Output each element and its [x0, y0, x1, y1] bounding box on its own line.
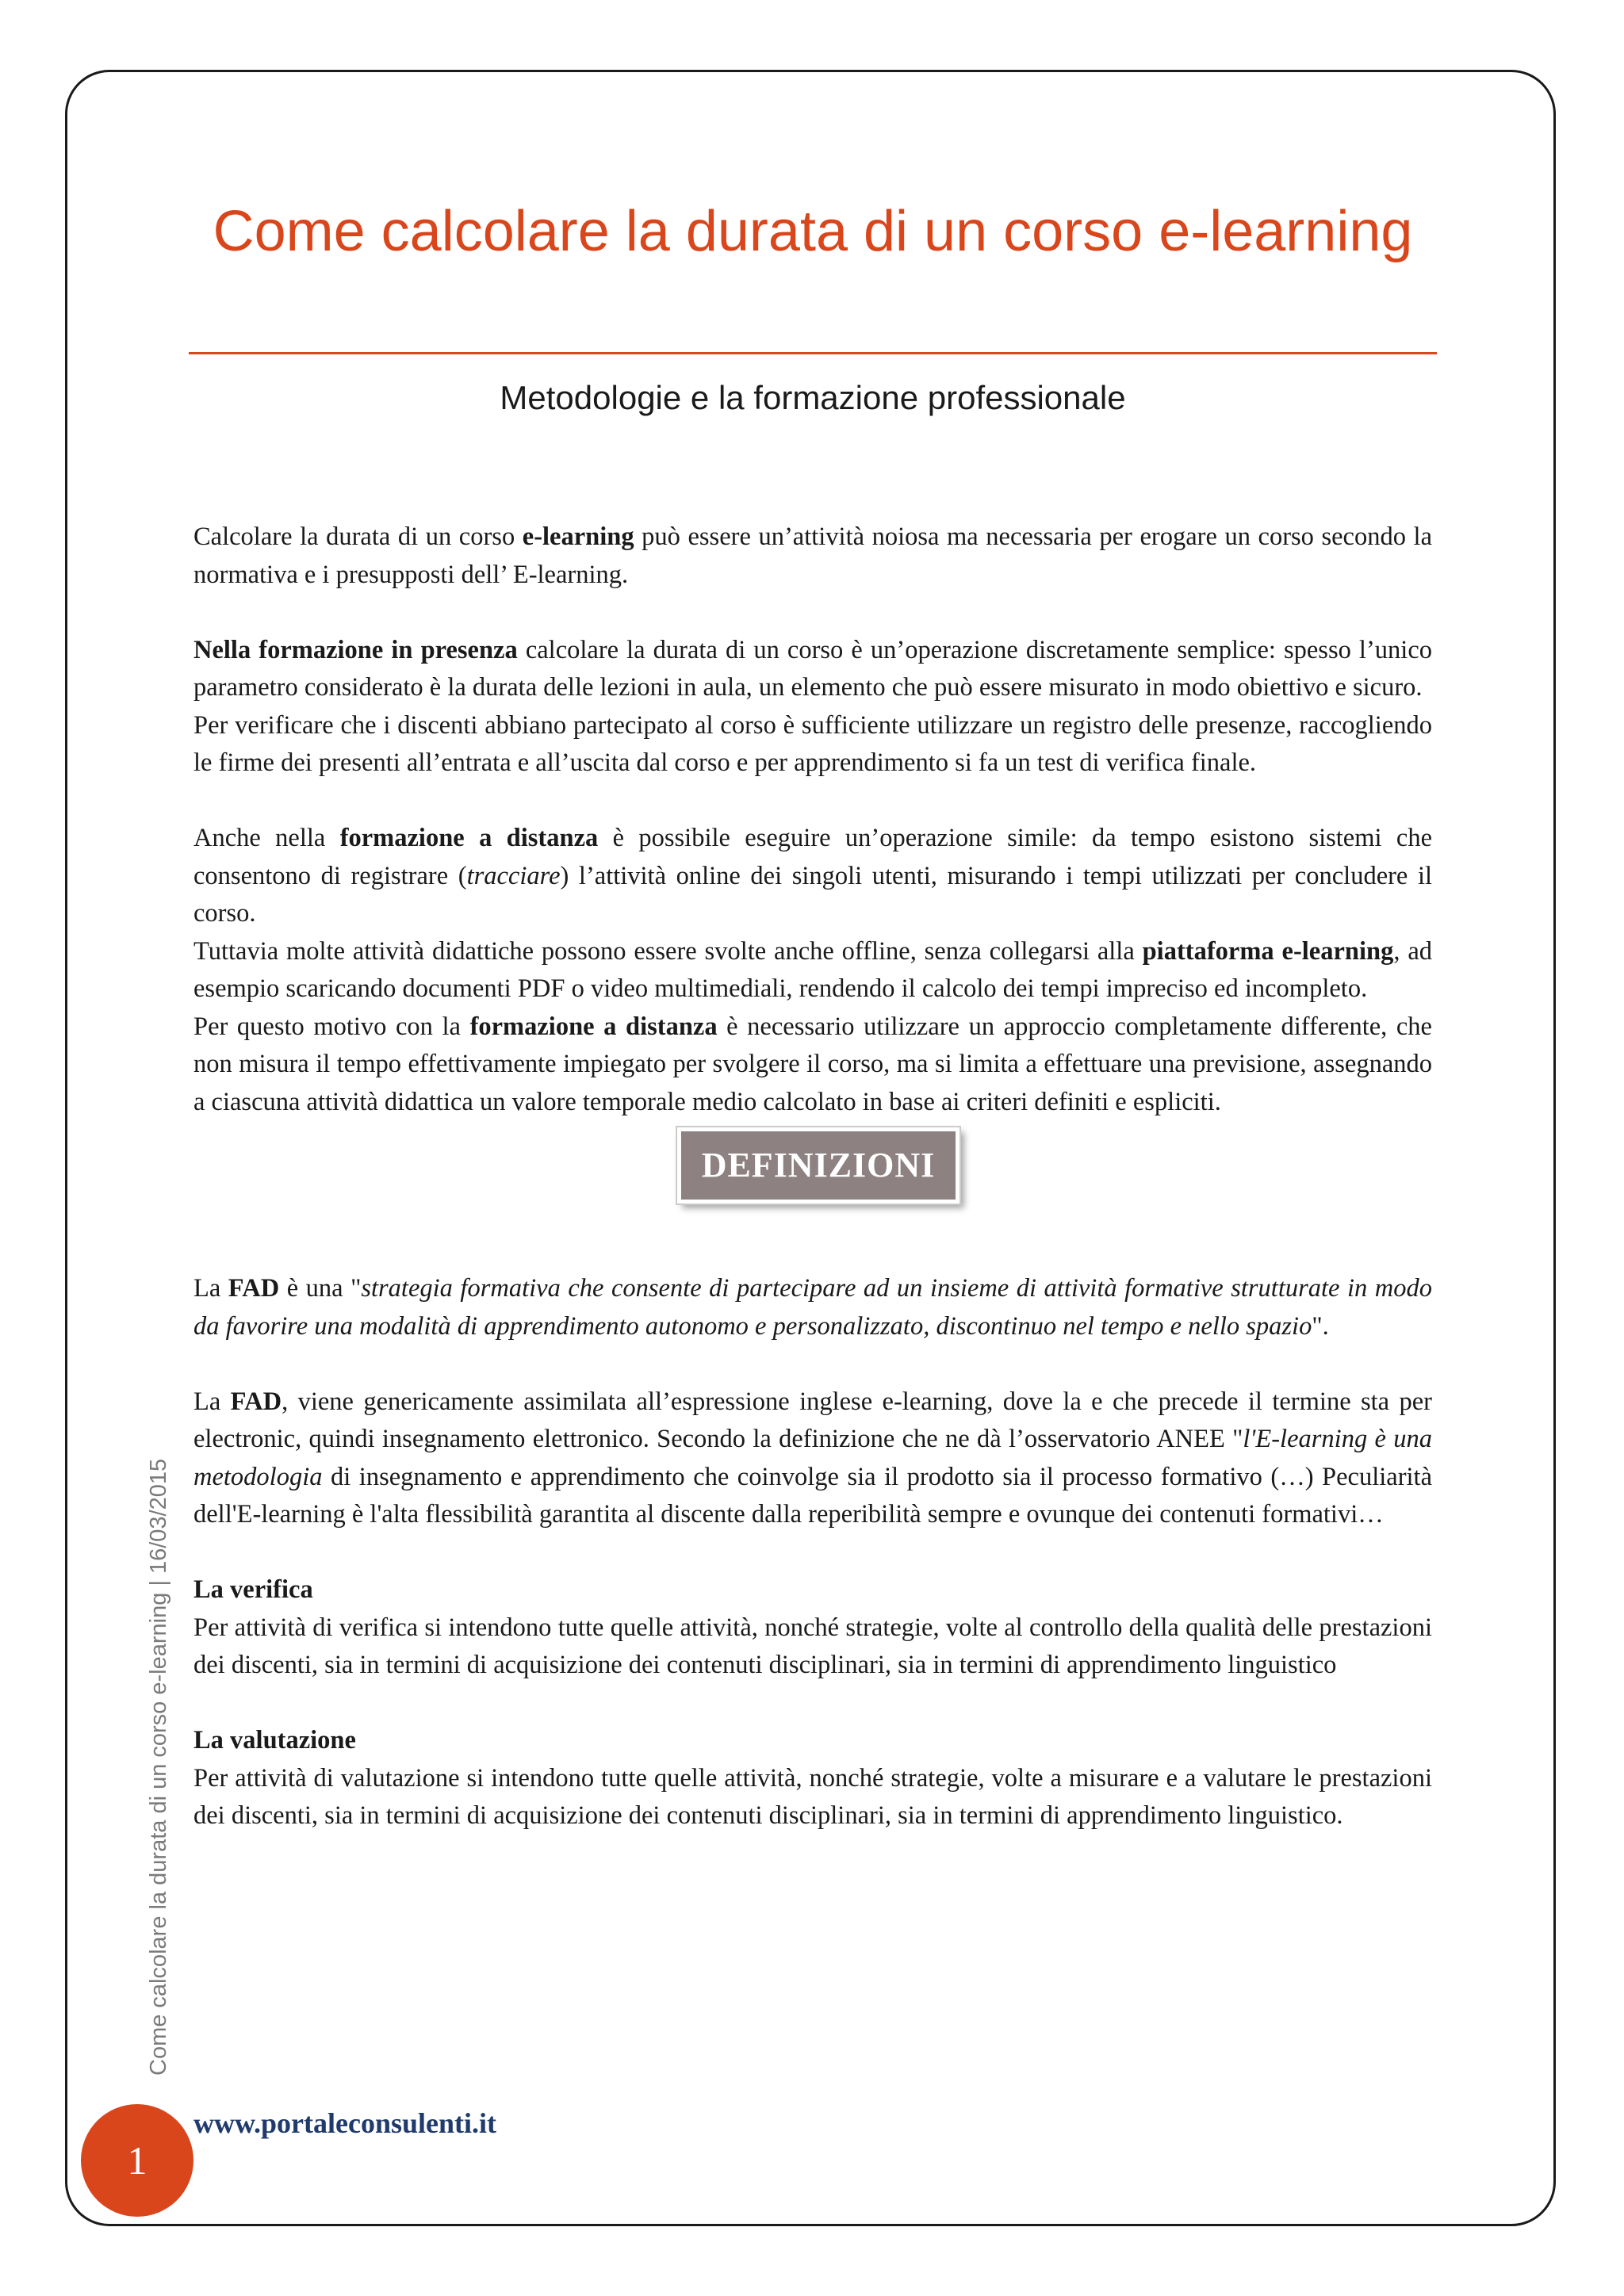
page-number: 1 — [127, 2138, 147, 2183]
paragraph-presenza — [193, 632, 1432, 707]
text-run: ) l’attività online dei singoli utenti, misurando i tempi utilizzati per concludere il corso. — [193, 861, 1432, 928]
paragraph-distanza — [193, 820, 1432, 933]
bold-run: formazione a distanza — [339, 824, 599, 852]
text-run: ". — [1312, 1311, 1329, 1341]
bold-run: La verifica — [193, 1575, 313, 1604]
vertical-running-footer: Come calcolare la durata di un corso e-learning | 16/03/2015 — [146, 1458, 171, 2076]
paragraph-registro: Per verificare che i discenti abbiano partecipato al corso è sufficiente utilizzare un registro delle presenze, raccogliendo le firme dei presenti all’entrata e all’uscita dal corso e per apprendimento si fa un test di verifica finale. — [193, 710, 1432, 777]
paragraph-approccio — [193, 1008, 1432, 1122]
text-run: calcolare la durata di un corso è un’operazione discretamente semplice: spesso l’unico parametro considerato è la durata delle lezioni in aula, un elemento che può essere misurato in modo obiettivo e sicuro. — [193, 635, 1432, 702]
italic-run: tracciare — [466, 861, 561, 890]
heading-verifica — [193, 1571, 1432, 1609]
bold-run: FAD — [230, 1387, 282, 1416]
bold-run: Nella formazione in presenza — [193, 635, 518, 664]
text-run: è una " — [279, 1274, 362, 1303]
document-body — [193, 519, 1432, 1835]
text-run: La — [193, 1387, 231, 1416]
page-subtitle: Metodologie e la formazione professionale — [500, 379, 1126, 416]
text-run: di insegnamento e apprendimento che coinvolge sia il prodotto sia il processo formativo (…) Peculiarità dell'E-learning è l'alta flessibilità garantita al discente dalla reperibilità sempre e ovunque dei contenuti formativi… — [193, 1462, 1432, 1529]
bold-run: piattaforma e-learning — [1142, 936, 1394, 966]
page-title: Come calcolare la durata di un corso e-learning — [213, 200, 1413, 263]
text-run: Per questo motivo con la — [193, 1012, 470, 1041]
paragraph-verifica: Per attività di verifica si intendono tutte quelle attività, nonché strategie, volte al controllo della qualità delle prestazioni dei discenti, sia in termini di acquisizione dei contenuti disciplinari, sia in termini di apprendimento linguistico — [193, 1613, 1432, 1679]
paragraph-offline — [193, 933, 1432, 1008]
paragraph-fad-definition — [193, 1270, 1432, 1345]
bold-run: FAD — [228, 1274, 280, 1303]
bold-run: formazione a distanza — [469, 1012, 718, 1041]
title-divider — [189, 352, 1437, 354]
paragraph-intro — [193, 519, 1432, 594]
website-link[interactable]: www.portaleconsulenti.it — [193, 2107, 496, 2139]
paragraph-fad-elearning — [193, 1383, 1432, 1534]
text-run: , viene genericamente assimilata all’espressione inglese e-learning, dove la e che precede il termine sta per electronic, quindi insegnamento elettronico. Secondo la definizione che ne dà l’osservatorio ANEE " — [193, 1387, 1432, 1453]
bold-run: e-learning — [522, 522, 634, 551]
text-run: , ad esempio scaricando documenti PDF o video multimediali, rendendo il calcolo dei tempi impreciso ed incompleto. — [193, 936, 1432, 1003]
text-run: è necessario utilizzare un approccio completamente differente, che non misura il tempo effettivamente impiegato per svolgere il corso, ma si limita a effettuare una previsione, assegnando a ciascuna attività didattica un valore temporale medio calcolato in base ai criteri definiti e espliciti. — [193, 1012, 1432, 1116]
text-run: La — [193, 1274, 228, 1303]
italic-run: strategia formativa che consente di partecipare ad un insieme di attività formative strutturate in modo da favorire una modalità di apprendimento autonomo e personalizzato, discontinuo nel tempo e nello spazio — [193, 1274, 1432, 1341]
italic-run: l'E-learning è una metodologia — [193, 1425, 1432, 1491]
bold-run: La valutazione — [193, 1726, 356, 1755]
heading-valutazione — [193, 1722, 1432, 1760]
text-run: Calcolare la durata di un corso — [193, 522, 523, 551]
page-number-badge — [81, 2104, 193, 2217]
definizioni-badge: DEFINIZIONI — [677, 1127, 959, 1203]
paragraph-valutazione: Per attività di valutazione si intendono tutte quelle attività, nonché strategie, volte a misurare e a valutare le prestazioni dei discenti, sia in termini di acquisizione dei contenuti disciplinari, sia in termini di apprendimento linguistico. — [193, 1763, 1432, 1830]
text-run: è possibile eseguire un’operazione simile: da tempo esistono sistemi che consentono di registrare ( — [193, 824, 1432, 890]
text-run: può essere un’attività noiosa ma necessaria per erogare un corso secondo la normativa e i presupposti dell’ E-learning. — [193, 522, 1433, 589]
text-run: Anche nella — [193, 824, 340, 852]
text-run: Tuttavia molte attività didattiche possono essere svolte anche offline, senza collegarsi alla — [193, 936, 1143, 966]
definizioni-section — [193, 1121, 1432, 1270]
